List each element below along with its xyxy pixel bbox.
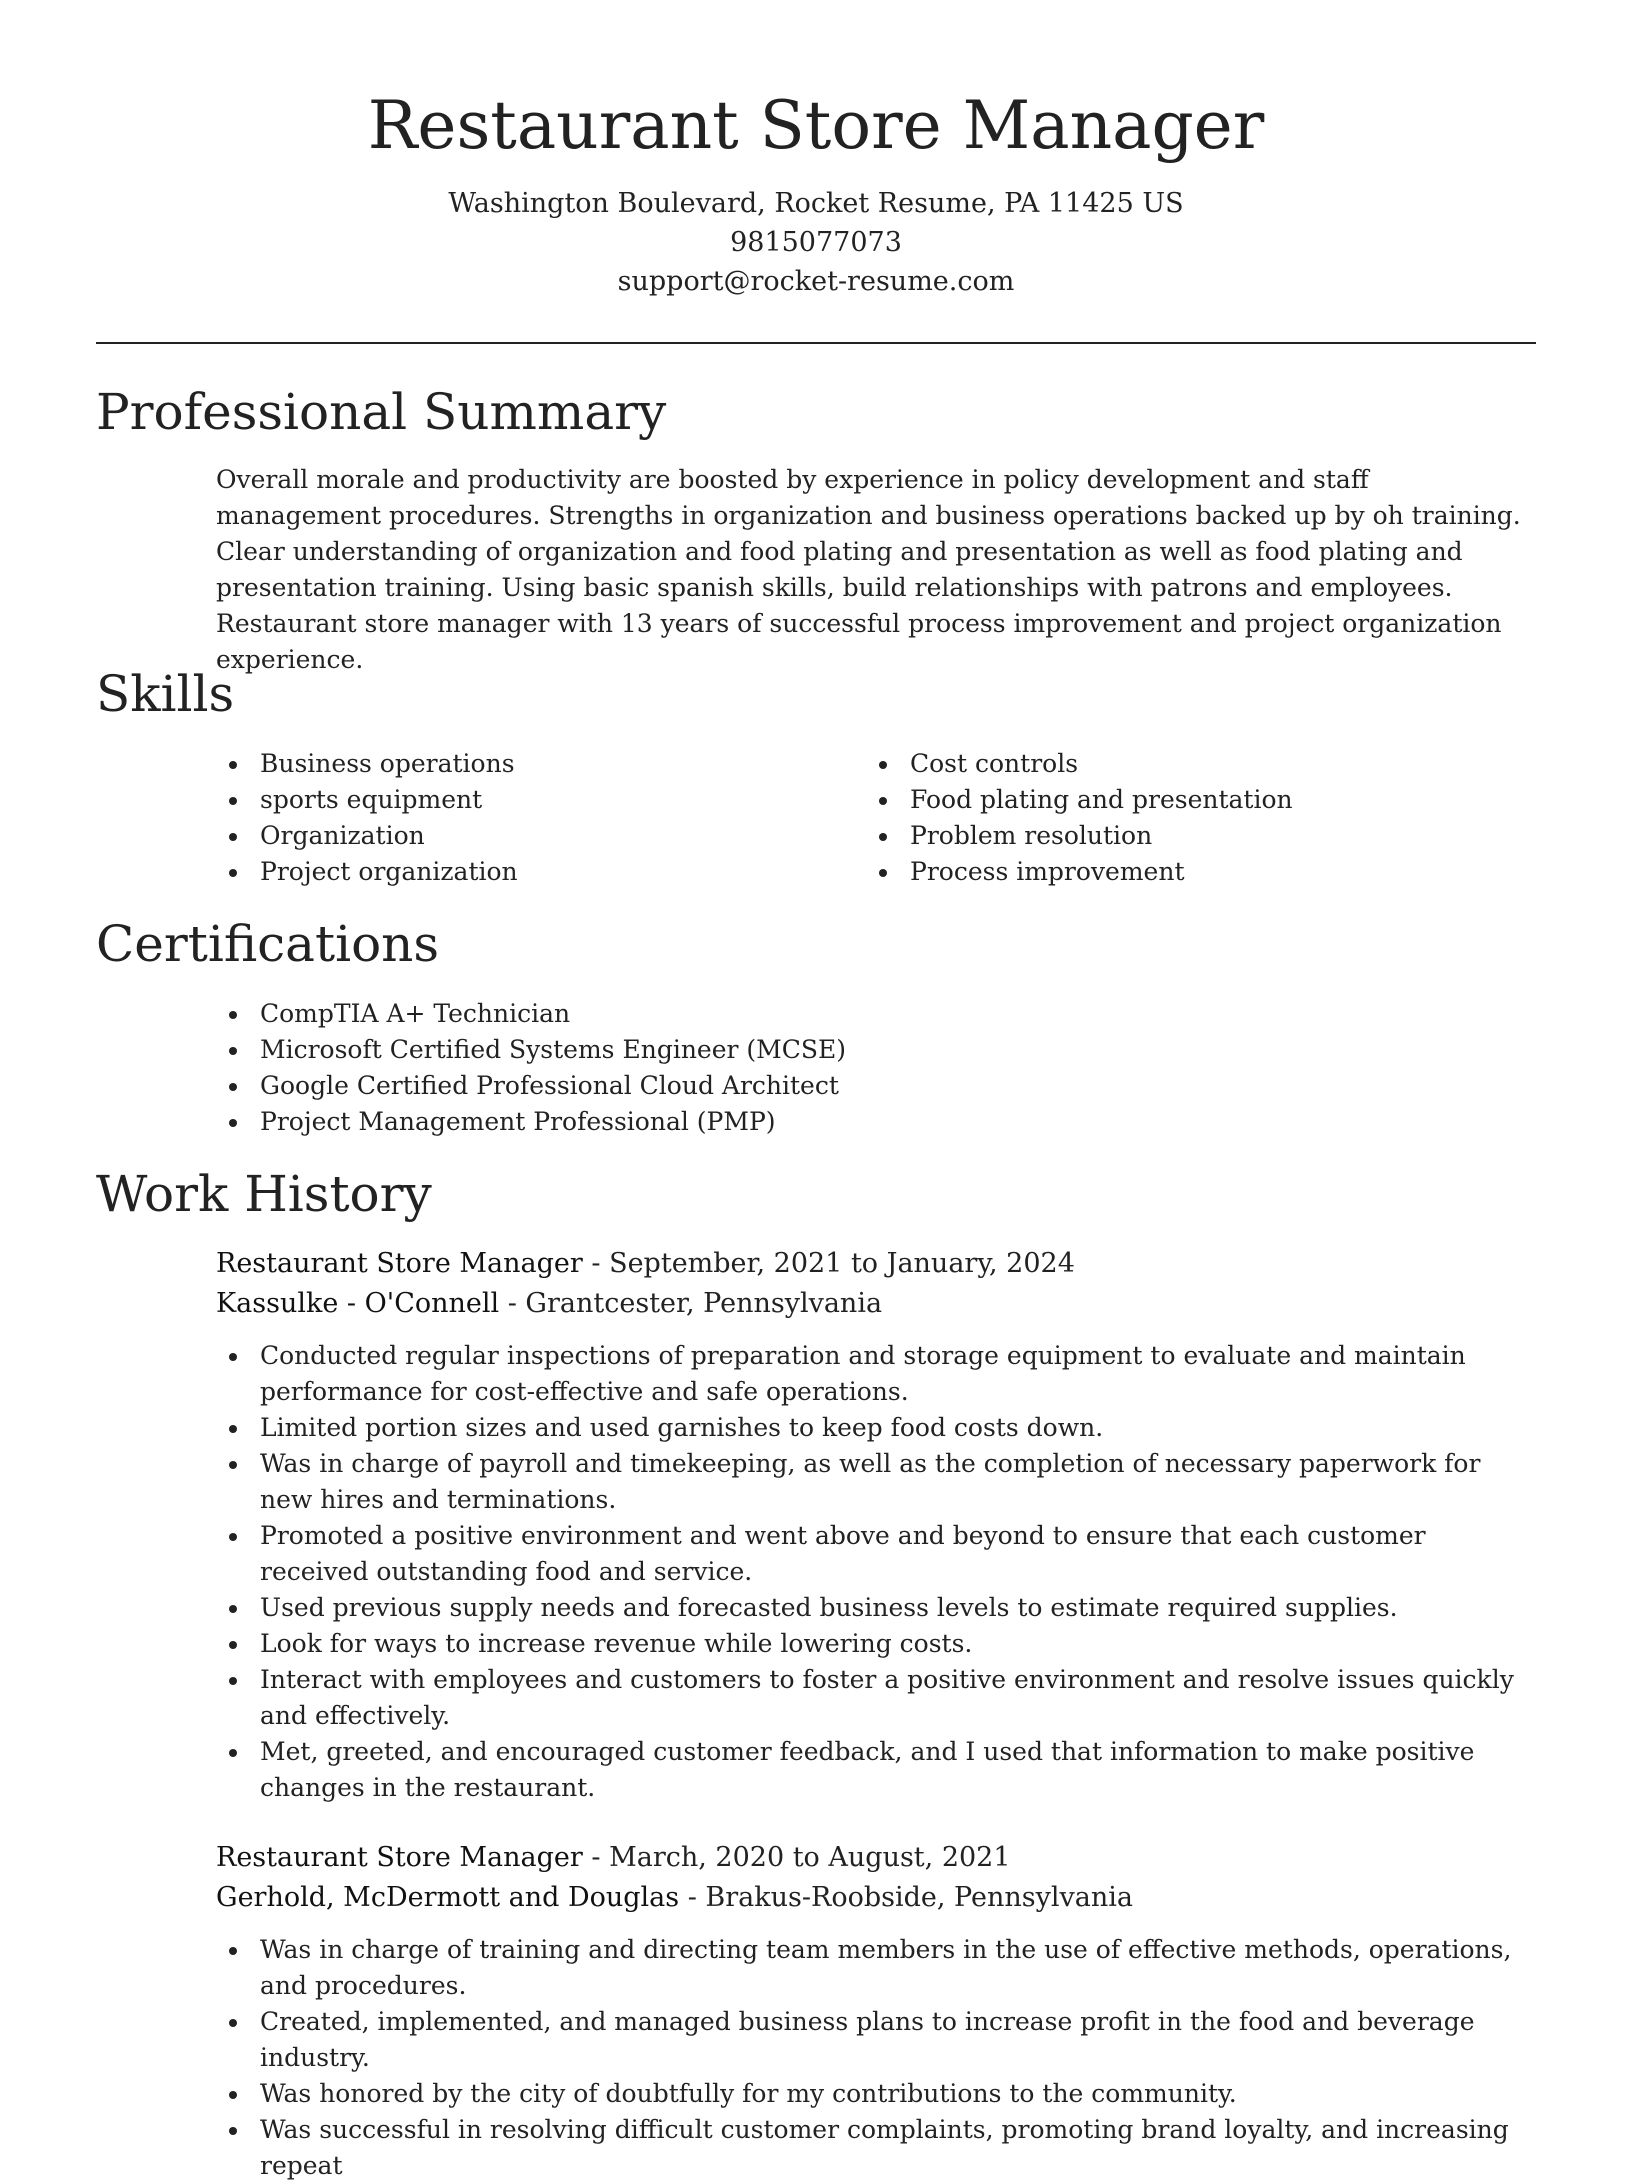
job-location: - Grantcester, Pennsylvania xyxy=(499,1288,883,1319)
job-title: Restaurant Store Manager xyxy=(216,1248,583,1279)
certifications-list xyxy=(216,996,1416,1140)
skill-item: Process improvement xyxy=(866,854,1506,890)
skill-item: Problem resolution xyxy=(866,818,1506,854)
email-address: support@rocket-resume.com xyxy=(617,266,1015,297)
job-bullets xyxy=(216,1338,1538,1806)
skills-list-left xyxy=(216,746,816,890)
job-title: Restaurant Store Manager xyxy=(216,1842,583,1873)
certification-item: Project Management Professional (PMP) xyxy=(216,1104,1416,1140)
certification-item: CompTIA A+ Technician xyxy=(216,996,1416,1032)
job-title-line xyxy=(216,1244,1075,1284)
address: Washington Boulevard, Rocket Resume, PA 11425 US xyxy=(448,188,1184,219)
skill-item: Project organization xyxy=(216,854,816,890)
job-bullet: Look for ways to increase revenue while lowering costs. xyxy=(216,1626,1538,1662)
job-bullet: Was in charge of payroll and timekeeping, as well as the completion of necessary paperwork for new hires and terminations. xyxy=(216,1446,1538,1518)
job-company: Kassulke - O'Connell xyxy=(216,1288,500,1319)
section-title-skills: Skills xyxy=(96,665,235,723)
candidate-name: Restaurant Store Manager xyxy=(367,87,1265,164)
summary-text: Overall morale and productivity are boosted by experience in policy development and staff management procedures. Strengths in organization and business operations backed up by oh training. Clear understanding of organization and food plating and presentation as well as food plating and presentation training. Using basic spanish skills, build relationships with patrons and employees. Restaurant store manager with 13 years of successful process improvement and project organization experience. xyxy=(216,465,1521,674)
job-bullet: Conducted regular inspections of preparation and storage equipment to evaluate and maintain performance for cost-effective and safe operations. xyxy=(216,1338,1538,1410)
skills-list-right xyxy=(866,746,1506,890)
job-bullet: Met, greeted, and encouraged customer feedback, and I used that information to make positive changes in the restaurant. xyxy=(216,1734,1538,1806)
job-bullet: Was in charge of training and directing team members in the use of effective methods, operations, and procedures. xyxy=(216,1932,1538,2004)
job-bullet: Was honored by the city of doubtfully for my contributions to the community. xyxy=(216,2076,1538,2112)
job-bullet: Used previous supply needs and forecasted business levels to estimate required supplies. xyxy=(216,1590,1538,1626)
job-bullet: Created, implemented, and managed business plans to increase profit in the food and beverage industry. xyxy=(216,2004,1538,2076)
section-title-certifications: Certifications xyxy=(96,915,440,973)
certification-item: Google Certified Professional Cloud Architect xyxy=(216,1068,1416,1104)
skill-item: Business operations xyxy=(216,746,816,782)
job-bullets xyxy=(216,1932,1538,2184)
job-dates: - March, 2020 to August, 2021 xyxy=(582,1842,1011,1873)
skill-item: Cost controls xyxy=(866,746,1506,782)
section-title-summary: Professional Summary xyxy=(96,383,667,441)
job-bullet: Was successful in resolving difficult customer complaints, promoting brand loyalty, and increasing repeat xyxy=(216,2112,1538,2184)
header-divider xyxy=(96,342,1536,344)
contact-info xyxy=(0,184,1632,301)
skill-item: sports equipment xyxy=(216,782,816,818)
section-title-work-history: Work History xyxy=(96,1165,432,1223)
job-bullet: Promoted a positive environment and went above and beyond to ensure that each customer received outstanding food and service. xyxy=(216,1518,1538,1590)
phone-number: 9815077073 xyxy=(730,227,902,258)
job-location: - Brakus-Roobside, Pennsylvania xyxy=(679,1882,1133,1913)
job-bullet: Limited portion sizes and used garnishes to keep food costs down. xyxy=(216,1410,1538,1446)
skill-item: Organization xyxy=(216,818,816,854)
job-company: Gerhold, McDermott and Douglas xyxy=(216,1882,680,1913)
job-company-line xyxy=(216,1284,882,1324)
job-title-line xyxy=(216,1838,1011,1878)
job-company-line xyxy=(216,1878,1133,1918)
job-bullet: Interact with employees and customers to foster a positive environment and resolve issues quickly and effectively. xyxy=(216,1662,1538,1734)
resume-header xyxy=(0,0,1632,301)
certification-item: Microsoft Certified Systems Engineer (MCSE) xyxy=(216,1032,1416,1068)
job-dates: - September, 2021 to January, 2024 xyxy=(582,1248,1075,1279)
skill-item: Food plating and presentation xyxy=(866,782,1506,818)
